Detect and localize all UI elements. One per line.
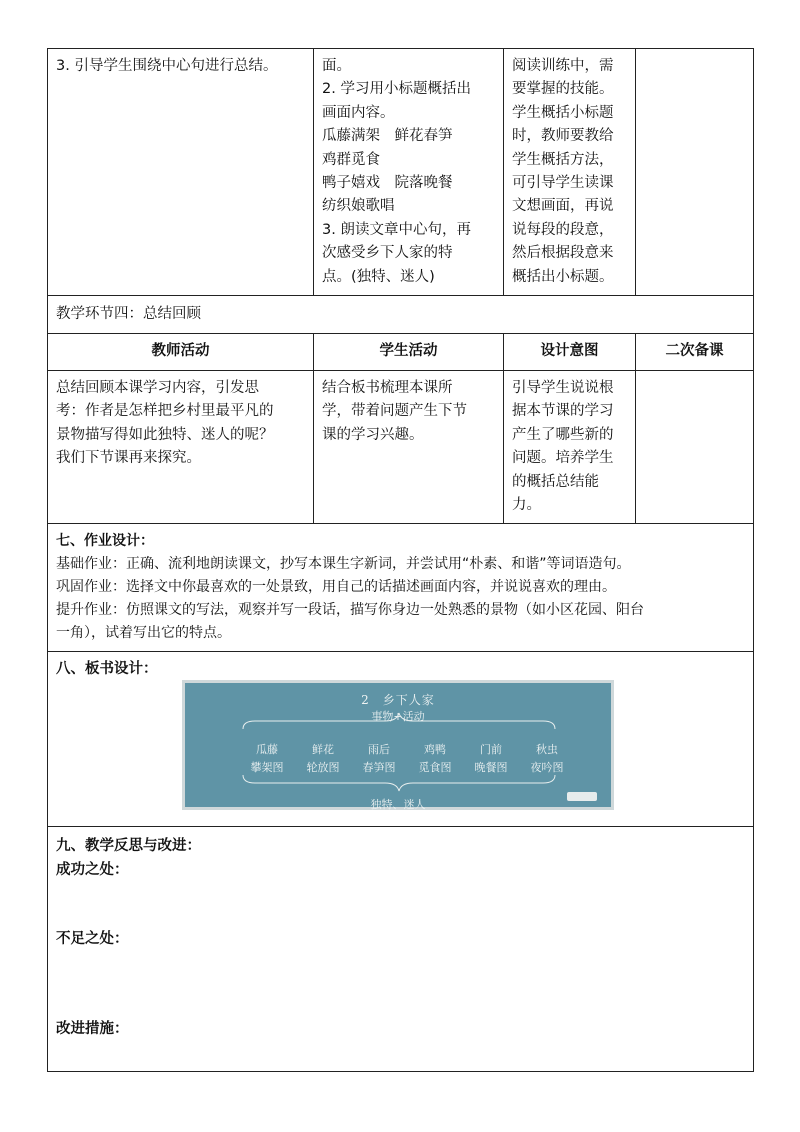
success-label: 成功之处： [56, 861, 129, 878]
design-intent-cell [504, 49, 636, 296]
text-line: 的概括总结能 [512, 473, 599, 490]
text-line: 结合板书梳理本课所 [322, 379, 453, 396]
teacher-activity-cell [48, 49, 314, 296]
homework-section [48, 524, 754, 652]
student-activity-cell [314, 49, 504, 296]
text-line: 面。 [322, 58, 351, 74]
second-prep-cell [636, 370, 754, 523]
text-line: 课的学习兴趣。 [322, 426, 424, 443]
lesson-plan-table [47, 48, 754, 1072]
text-line: 次感受乡下人家的特 [322, 245, 453, 262]
section-title: 八、板书设计： [56, 661, 158, 678]
text-line: 问题。培养学生 [512, 450, 614, 467]
board-item: 瓜藤 [256, 743, 278, 757]
text-line: 鸡群觅食 [322, 151, 380, 168]
text-line: 要掌握的技能。 [512, 81, 614, 98]
text-line: 据本节课的学习 [512, 403, 614, 420]
text-line: 提升作业：仿照课文的写法，观察并写一段话，描写你身边一处熟悉的景物（如小区花园、阳台 [56, 602, 644, 619]
text-line: 文想画面，再说 [512, 198, 614, 215]
board-item: 雨后 [368, 743, 390, 757]
second-prep-cell [636, 49, 754, 296]
board-section [48, 652, 754, 827]
text-line: 3. 朗读文章中心句，再 [322, 221, 471, 238]
board-item: 攀架图 [250, 761, 284, 775]
board-item: 秋虫 [536, 743, 558, 757]
text-line: 景物描写得如此独特、迷人的呢？ [56, 426, 274, 443]
board-item: 鲜花 [312, 743, 334, 757]
table-row [48, 652, 754, 827]
text-line: 3. 引导学生围绕中心句进行总结。 [56, 58, 278, 74]
board-item: 鸡鸭 [424, 743, 446, 757]
text-line: 瓜藤满架 鲜花春笋 [322, 128, 453, 145]
board-row-scenes [239, 756, 575, 779]
text-line: 学，带着问题产生下节 [322, 403, 467, 420]
table-header-row [48, 334, 754, 370]
text-line: 可引导学生读课 [512, 175, 614, 192]
table-row [48, 827, 754, 1072]
stage-label: 教学环节四：总结回顾 [48, 296, 754, 334]
text-line: 2. 学习用小标题概括出 [322, 81, 471, 98]
eraser-icon [567, 792, 597, 801]
blackboard-image [182, 680, 614, 810]
table-row [48, 370, 754, 523]
teacher-activity-cell [48, 370, 314, 523]
improve-label: 改进措施： [56, 1020, 129, 1037]
text-line: 考：作者是怎样把乡村里最平凡的 [56, 403, 274, 420]
header-second: 二次备课 [636, 334, 754, 370]
text-line: 产生了哪些新的 [512, 426, 614, 443]
text-line: 引导学生说说根 [512, 379, 614, 396]
reflection-section [48, 827, 754, 1072]
text-line: 阅读训练中，需 [512, 58, 614, 74]
board-heading: 2 乡下人家 [361, 693, 435, 708]
student-activity-cell [314, 370, 504, 523]
design-intent-cell [504, 370, 636, 523]
text-line: 学生概括方法， [512, 151, 614, 168]
text-line: 点。(独特、迷人) [322, 268, 435, 285]
text-line: 画面内容。 [322, 104, 395, 121]
text-line: 鸭子嬉戏 院落晚餐 [322, 175, 453, 192]
board-footer: 独特、迷人 [370, 798, 426, 812]
header-design: 设计意图 [504, 334, 636, 370]
table-row [48, 296, 754, 334]
board-item: 觅食图 [418, 761, 452, 775]
text-line: 一角），试着写出它的特点。 [56, 625, 231, 642]
text-line: 时，教师要教给 [512, 128, 614, 145]
header-teacher: 教师活动 [48, 334, 314, 370]
shortfall-label: 不足之处： [56, 931, 129, 948]
text-line: 然后根据段意来 [512, 245, 614, 262]
text-line: 概括出小标题。 [512, 268, 614, 285]
text-line: 基础作业：正确、流利地朗读课文，抄写本课生字新词，并尝试用“朴素、和谐”等词语造句。 [56, 556, 631, 573]
lesson-plan-page [47, 48, 753, 1072]
text-line: 力。 [512, 496, 541, 513]
section-title: 七、作业设计： [56, 533, 154, 550]
text-line: 说每段的段意， [512, 221, 614, 238]
header-student: 学生活动 [314, 334, 504, 370]
board-item: 春笋图 [362, 761, 396, 775]
board-item: 门前 [480, 743, 502, 757]
table-row [48, 49, 754, 296]
board-item: 轮放图 [306, 761, 340, 775]
text-line: 我们下节课再来探究。 [56, 450, 201, 467]
text-line: 纺织娘歌唱 [322, 198, 395, 215]
section-title: 九、教学反思与改进： [56, 838, 201, 855]
text-line: 学生概括小标题 [512, 104, 614, 121]
text-line: 巩固作业：选择文中你最喜欢的一处景致，用自己的话描述画面内容，并说说喜欢的理由。 [56, 579, 616, 596]
board-item: 晚餐图 [474, 761, 508, 775]
table-row [48, 524, 754, 652]
board-subheading: 事物+活动 [371, 710, 425, 724]
text-line: 总结回顾本课学习内容，引发思 [56, 379, 259, 396]
board-item: 夜吟图 [530, 761, 564, 775]
